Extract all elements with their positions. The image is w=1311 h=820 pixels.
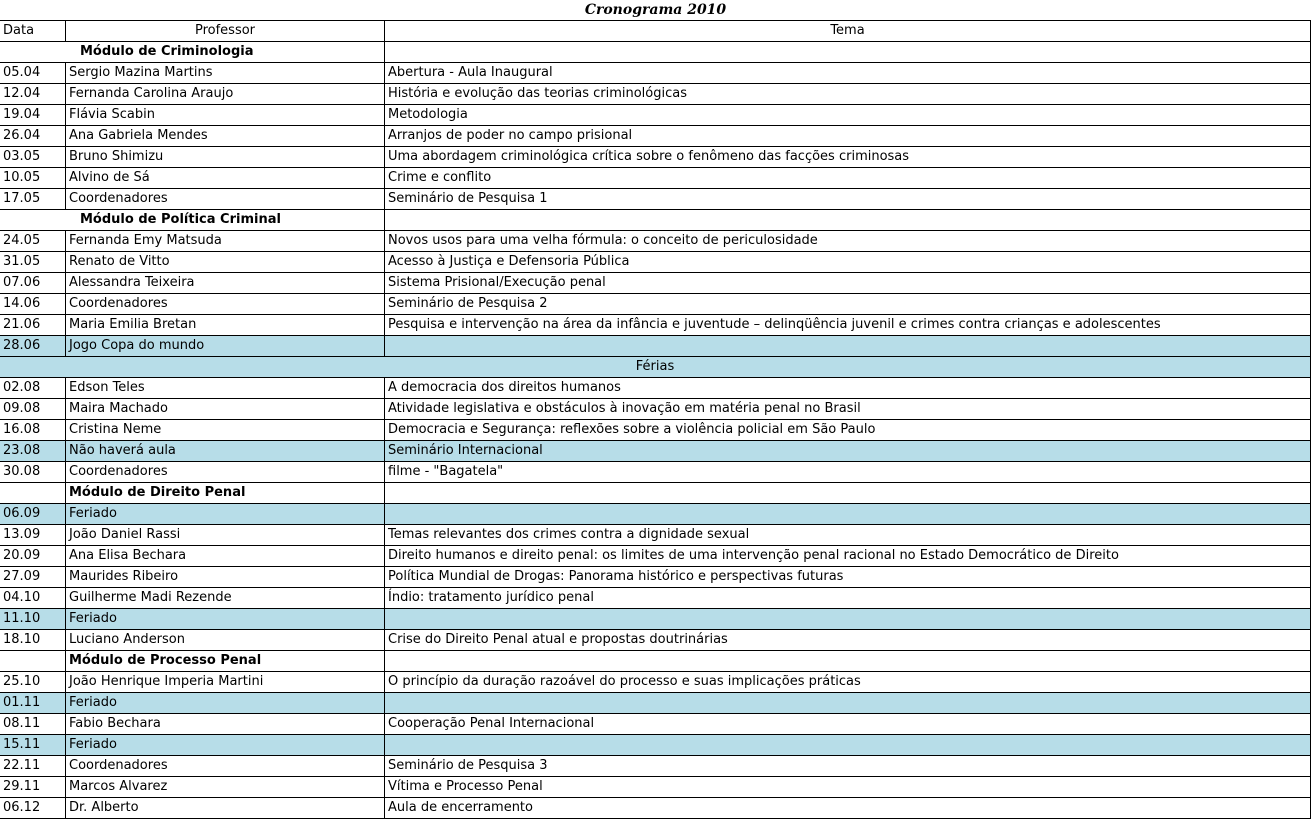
row-tema: Seminário de Pesquisa 2 [385, 294, 1311, 315]
table-row [0, 147, 1311, 168]
row-tema: Índio: tratamento jurídico penal [385, 588, 1311, 609]
row-tema: Democracia e Segurança: reflexões sobre a violência policial em São Paulo [385, 420, 1311, 441]
row-date: 15.11 [0, 735, 66, 756]
title-row [0, 0, 1311, 21]
table-row [0, 504, 1311, 525]
row-tema: A democracia dos direitos humanos [385, 378, 1311, 399]
table-row [0, 189, 1311, 210]
table-row [0, 126, 1311, 147]
row-date: 21.06 [0, 315, 66, 336]
table-row [0, 252, 1311, 273]
row-date: 23.08 [0, 441, 66, 462]
row-tema: Política Mundial de Drogas: Panorama histórico e perspectivas futuras [385, 567, 1311, 588]
module-tema-cell [385, 483, 1311, 504]
row-tema [385, 504, 1311, 525]
row-tema: Sistema Prisional/Execução penal [385, 273, 1311, 294]
row-professor: João Daniel Rassi [66, 525, 385, 546]
row-tema: Metodologia [385, 105, 1311, 126]
table-row [0, 168, 1311, 189]
module-row [0, 210, 1311, 231]
row-tema: Direito humanos e direito penal: os limites de uma intervenção penal racional no Estado Democrático de Direito [385, 546, 1311, 567]
row-tema: filme - "Bagatela" [385, 462, 1311, 483]
row-professor: Sergio Mazina Martins [66, 63, 385, 84]
sheet-title-text: Cronograma 2010 [584, 2, 727, 18]
row-professor: Cristina Neme [66, 420, 385, 441]
row-tema: Seminário de Pesquisa 1 [385, 189, 1311, 210]
row-tema: Aula de encerramento [385, 798, 1311, 819]
row-professor: Ana Gabriela Mendes [66, 126, 385, 147]
row-tema: Novos usos para uma velha fórmula: o conceito de periculosidade [385, 231, 1311, 252]
row-tema: Seminário de Pesquisa 3 [385, 756, 1311, 777]
table-row [0, 588, 1311, 609]
row-tema: Pesquisa e intervenção na área da infância e juventude – delinqüência juvenil e crimes contra crianças e adolescentes [385, 315, 1311, 336]
row-date: 17.05 [0, 189, 66, 210]
table-row [0, 336, 1311, 357]
table-row [0, 735, 1311, 756]
module-row [0, 42, 1311, 63]
table-row [0, 399, 1311, 420]
row-professor: Luciano Anderson [66, 630, 385, 651]
row-date: 02.08 [0, 378, 66, 399]
header-professor: Professor [66, 21, 385, 42]
row-professor: Coordenadores [66, 189, 385, 210]
row-date: 30.08 [0, 462, 66, 483]
table-row [0, 525, 1311, 546]
row-tema [385, 693, 1311, 714]
row-tema [385, 336, 1311, 357]
row-date: 31.05 [0, 252, 66, 273]
table-row [0, 609, 1311, 630]
row-professor: Ana Elisa Bechara [66, 546, 385, 567]
module-date-cell [0, 42, 66, 63]
table-row [0, 231, 1311, 252]
row-tema: Vítima e Processo Penal [385, 777, 1311, 798]
table-row [0, 63, 1311, 84]
module-date-cell [0, 483, 66, 504]
row-tema: Atividade legislativa e obstáculos à inovação em matéria penal no Brasil [385, 399, 1311, 420]
row-date: 03.05 [0, 147, 66, 168]
table-row [0, 630, 1311, 651]
row-date: 29.11 [0, 777, 66, 798]
table-row [0, 315, 1311, 336]
sheet-title [0, 0, 1311, 21]
row-professor: Maira Machado [66, 399, 385, 420]
row-professor: Feriado [66, 609, 385, 630]
row-date: 22.11 [0, 756, 66, 777]
row-tema: Abertura - Aula Inaugural [385, 63, 1311, 84]
row-date: 14.06 [0, 294, 66, 315]
row-professor: Coordenadores [66, 294, 385, 315]
row-date: 04.10 [0, 588, 66, 609]
row-tema: Arranjos de poder no campo prisional [385, 126, 1311, 147]
row-professor: Jogo Copa do mundo [66, 336, 385, 357]
row-professor: Alvino de Sá [66, 168, 385, 189]
row-tema: Seminário Internacional [385, 441, 1311, 462]
row-professor: Feriado [66, 693, 385, 714]
row-date: 12.04 [0, 84, 66, 105]
table-row [0, 462, 1311, 483]
row-professor: Feriado [66, 735, 385, 756]
row-date: 09.08 [0, 399, 66, 420]
vacation-row [0, 357, 1311, 378]
table-row [0, 798, 1311, 819]
module-date-cell [0, 210, 66, 231]
row-professor: Marcos Alvarez [66, 777, 385, 798]
row-date: 06.12 [0, 798, 66, 819]
module-tema-cell [385, 42, 1311, 63]
row-date: 16.08 [0, 420, 66, 441]
table-row [0, 546, 1311, 567]
row-professor: Maurides Ribeiro [66, 567, 385, 588]
row-date: 24.05 [0, 231, 66, 252]
table-row [0, 84, 1311, 105]
row-professor: Dr. Alberto [66, 798, 385, 819]
module-title: Módulo de Política Criminal [66, 210, 385, 231]
table-row [0, 273, 1311, 294]
module-title: Módulo de Processo Penal [66, 651, 385, 672]
table-row [0, 294, 1311, 315]
table-row [0, 567, 1311, 588]
row-tema [385, 735, 1311, 756]
row-tema: Acesso à Justiça e Defensoria Pública [385, 252, 1311, 273]
module-date-cell [0, 651, 66, 672]
row-date: 01.11 [0, 693, 66, 714]
module-tema-cell [385, 210, 1311, 231]
row-tema: Uma abordagem criminológica crítica sobre o fenômeno das facções criminosas [385, 147, 1311, 168]
row-date: 19.04 [0, 105, 66, 126]
row-professor: Maria Emilia Bretan [66, 315, 385, 336]
row-professor: Coordenadores [66, 756, 385, 777]
header-row [0, 21, 1311, 42]
row-tema [385, 609, 1311, 630]
row-professor: Fabio Bechara [66, 714, 385, 735]
table-row [0, 693, 1311, 714]
row-professor: Guilherme Madi Rezende [66, 588, 385, 609]
row-professor: Alessandra Teixeira [66, 273, 385, 294]
row-professor: Bruno Shimizu [66, 147, 385, 168]
header-date: Data [0, 21, 66, 42]
row-professor: Edson Teles [66, 378, 385, 399]
row-date: 05.04 [0, 63, 66, 84]
row-date: 18.10 [0, 630, 66, 651]
row-professor: Renato de Vitto [66, 252, 385, 273]
row-date: 10.05 [0, 168, 66, 189]
row-date: 28.06 [0, 336, 66, 357]
table-row [0, 105, 1311, 126]
row-tema: Crime e conflito [385, 168, 1311, 189]
row-date: 07.06 [0, 273, 66, 294]
row-professor: João Henrique Imperia Martini [66, 672, 385, 693]
row-professor: Feriado [66, 504, 385, 525]
row-tema: O princípio da duração razoável do processo e suas implicações práticas [385, 672, 1311, 693]
module-row [0, 483, 1311, 504]
row-professor: Fernanda Carolina Araujo [66, 84, 385, 105]
table-row [0, 378, 1311, 399]
row-date: 11.10 [0, 609, 66, 630]
module-row [0, 651, 1311, 672]
row-date: 13.09 [0, 525, 66, 546]
row-professor: Fernanda Emy Matsuda [66, 231, 385, 252]
row-tema: Crise do Direito Penal atual e propostas doutrinárias [385, 630, 1311, 651]
row-date: 27.09 [0, 567, 66, 588]
row-date: 06.09 [0, 504, 66, 525]
module-title: Módulo de Direito Penal [66, 483, 385, 504]
module-title: Módulo de Criminologia [66, 42, 385, 63]
row-tema: Cooperação Penal Internacional [385, 714, 1311, 735]
table-row [0, 672, 1311, 693]
schedule-rows [0, 42, 1311, 819]
row-date: 26.04 [0, 126, 66, 147]
table-row [0, 756, 1311, 777]
table-row [0, 441, 1311, 462]
table-row [0, 714, 1311, 735]
table-row [0, 777, 1311, 798]
module-tema-cell [385, 651, 1311, 672]
row-professor: Coordenadores [66, 462, 385, 483]
row-date: 08.11 [0, 714, 66, 735]
row-professor: Não haverá aula [66, 441, 385, 462]
row-professor: Flávia Scabin [66, 105, 385, 126]
row-date: 25.10 [0, 672, 66, 693]
row-tema: Temas relevantes dos crimes contra a dignidade sexual [385, 525, 1311, 546]
header-tema: Tema [385, 21, 1311, 42]
vacation-label: Férias [0, 357, 1311, 378]
table-row [0, 420, 1311, 441]
row-date: 20.09 [0, 546, 66, 567]
row-tema: História e evolução das teorias criminológicas [385, 84, 1311, 105]
